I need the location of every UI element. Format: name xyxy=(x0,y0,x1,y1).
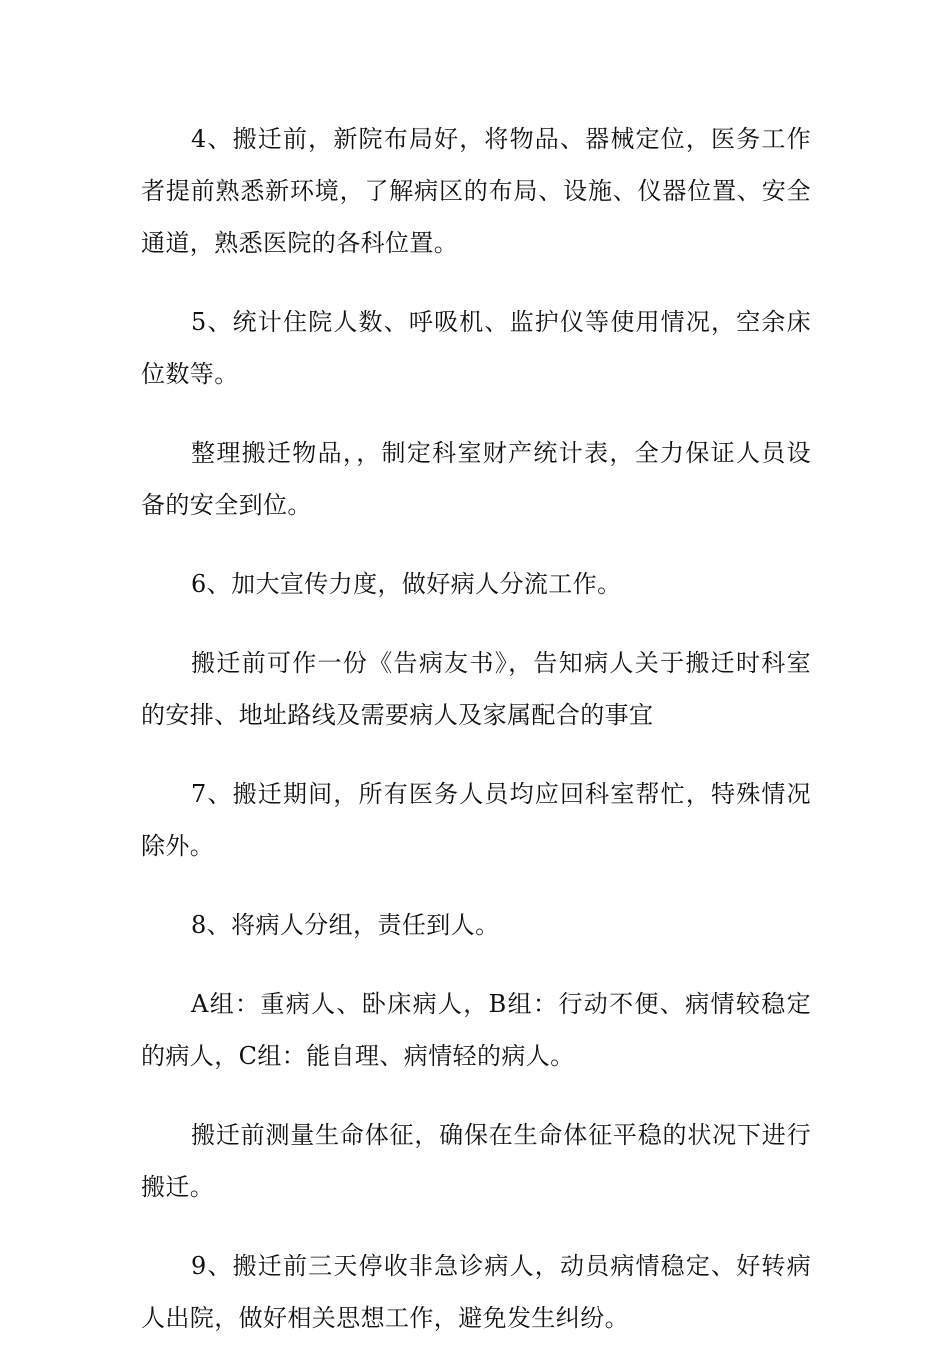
document-body xyxy=(141,113,811,1371)
paragraph-vital-signs: 搬迁前测量生命体征，确保在生命体征平稳的状况下进行搬迁。 xyxy=(141,1121,811,1201)
paragraph-organize-items: 整理搬迁物品，，制定科室财产统计表，全力保证人员设备的安全到位。 xyxy=(141,439,811,519)
paragraph-patient-groups: A组：重病人、卧床病人，B组：行动不便、病情较稳定的病人，C组：能自理、病情轻的病人。 xyxy=(141,990,811,1070)
paragraph-item-9: 9、搬迁前三天停收非急诊病人，动员病情稳定、好转病人出院，做好相关思想工作，避免发生纠纷。 xyxy=(141,1252,811,1332)
paragraph-item-4: 4、搬迁前，新院布局好，将物品、器械定位，医务工作者提前熟悉新环境，了解病区的布局、设施、仪器位置、安全通道，熟悉医院的各科位置。 xyxy=(141,125,811,257)
paragraph-item-6: 6、加大宣传力度，做好病人分流工作。 xyxy=(191,570,622,598)
paragraph-item-8: 8、将病人分组，责任到人。 xyxy=(191,911,500,939)
paragraph-patient-notice: 搬迁前可作一份《告病友书》，告知病人关于搬迁时科室的安排、地址路线及需要病人及家属配合的事宜 xyxy=(141,649,811,729)
paragraph-item-7: 7、搬迁期间，所有医务人员均应回科室帮忙，特殊情况除外。 xyxy=(141,780,811,860)
paragraph-item-5: 5、统计住院人数、呼吸机、监护仪等使用情况，空余床位数等。 xyxy=(141,308,811,388)
